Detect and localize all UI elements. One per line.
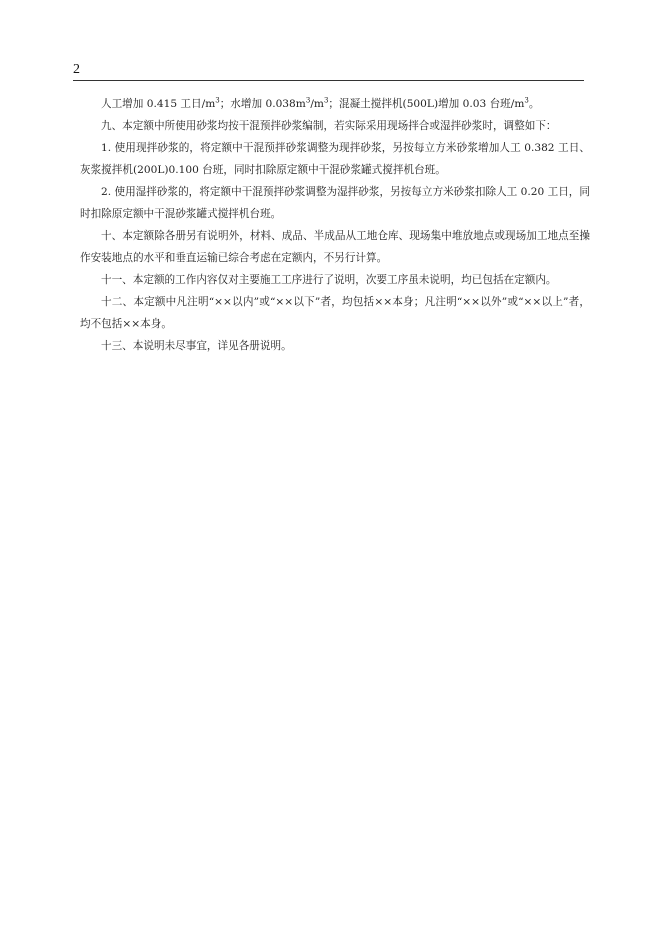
paragraph-item-9-1: 1. 使用现拌砂浆的，将定额中干混预拌砂浆调整为现拌砂浆，另按每立方米砂浆增加人工 0.382 工日、灰浆搅拌机(200L)0.100 台班，同时扣除原定额中干混砂浆罐式搅拌机台班。: [80, 142, 590, 176]
paragraph-text: 。: [528, 98, 540, 110]
paragraph-text: /m: [310, 98, 324, 110]
header-rule: [73, 80, 584, 81]
superscript: 3: [305, 96, 311, 105]
paragraph-item-9: 九、本定额中所使用砂浆均按干混预拌砂浆编制，若实际采用现场拌合或湿拌砂浆时，调整如下：: [101, 120, 557, 132]
paragraph-text: 人工增加 0.415 工日/m: [101, 98, 216, 110]
paragraph-item-13: 十三、本说明未尽事宜，详见各册说明。: [101, 340, 292, 352]
paragraph-item-12: 十二、本定额中凡注明“××以内”或“××以下”者，均包括××本身；凡注明“××以外”或“××以上”者，均不包括××本身。: [80, 296, 590, 330]
paragraph-item-11: 十一、本定额的工作内容仅对主要施工工序进行了说明，次要工序虽未说明，均已包括在定额内。: [101, 274, 557, 286]
paragraph-labor-water-mixer: [80, 93, 590, 115]
superscript: 3: [215, 96, 220, 105]
paragraph-item-9-2: 2. 使用湿拌砂浆的，将定额中干混预拌砂浆调整为湿拌砂浆，另按每立方米砂浆扣除人工 0.20 工日，同时扣除原定额中干混砂浆罐式搅拌机台班。: [80, 186, 590, 220]
document-body: [80, 93, 590, 357]
page-number: 2: [73, 62, 80, 77]
superscript: 3: [524, 96, 529, 105]
paragraph-text: ；水增加 0.038m: [219, 98, 306, 110]
superscript: 3: [323, 96, 329, 105]
paragraph-item-10: 十、本定额除各册另有说明外，材料、成品、半成品从工地仓库、现场集中堆放地点或现场加工地点至操作安装地点的水平和垂直运输已综合考虑在定额内，不另行计算。: [80, 230, 590, 264]
paragraph-text: ；混凝土搅拌机(500L)增加 0.03 台班/m: [328, 98, 525, 110]
